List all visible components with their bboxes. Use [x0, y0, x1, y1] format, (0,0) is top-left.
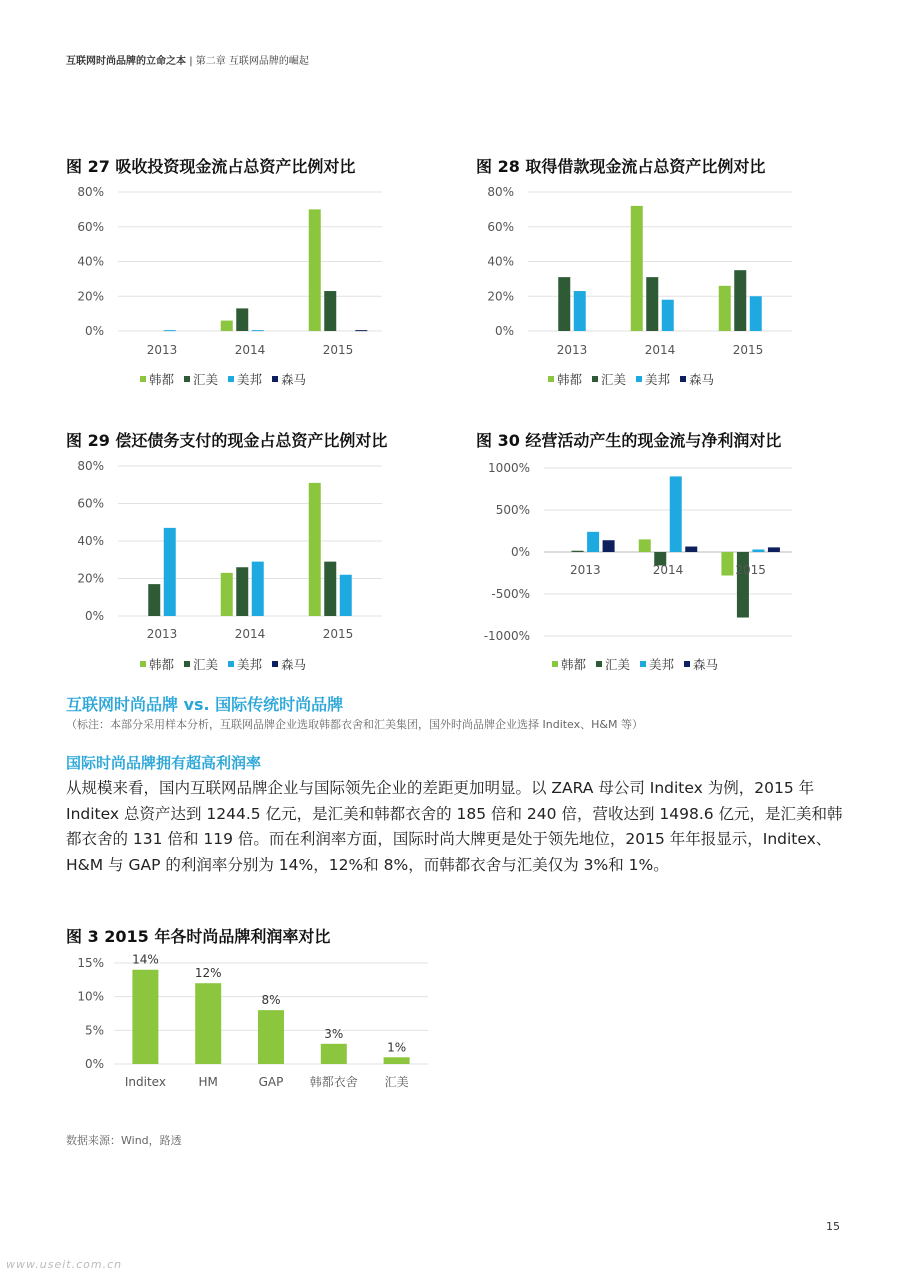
x-tick-label: 2015 — [322, 627, 354, 641]
bar-handu-2014 — [639, 539, 651, 552]
bar-huimei-2014 — [236, 567, 248, 616]
x-tick-label: 2014 — [234, 627, 266, 641]
bar-handu-2014 — [631, 206, 643, 331]
legend-item-huimei: 汇美 — [184, 655, 218, 673]
y-tick-label: 0% — [510, 545, 530, 559]
x-tick-label: Inditex — [124, 1075, 166, 1089]
x-tick-label: 2013 — [556, 343, 588, 357]
fig28-chart — [476, 182, 806, 362]
page-header — [66, 52, 309, 67]
x-tick-label: 2014 — [644, 343, 676, 357]
legend-item-handu: 韩都 — [548, 370, 582, 388]
y-tick-label: 40% — [77, 254, 104, 269]
bar-韩都衣舍 — [321, 1044, 347, 1064]
legend-item-meibang: 美邦 — [640, 655, 674, 673]
data-label: 8% — [261, 993, 281, 1008]
y-tick-label: 0% — [494, 324, 514, 338]
y-tick-label: 40% — [487, 254, 514, 269]
y-tick-label: 80% — [487, 185, 514, 199]
header-separator: | — [189, 56, 193, 67]
bar-huimei-2013 — [558, 277, 570, 331]
legend-item-huimei: 汇美 — [592, 370, 626, 388]
data-label: 12% — [194, 966, 222, 981]
legend-item-meibang: 美邦 — [228, 370, 262, 388]
header-doc-title: 互联网时尚品牌的立命之本 — [66, 56, 186, 67]
bar-senma-2013 — [603, 540, 615, 552]
y-tick-label: -500% — [491, 587, 530, 601]
legend-item-handu: 韩都 — [140, 370, 174, 388]
bar-huimei-2015 — [737, 552, 749, 618]
section-note: （标注：本部分采用样本分析，互联网品牌企业选取韩都衣舍和汇美集团，国外时尚品牌企业选择 Inditex、H&M 等） — [66, 718, 643, 731]
fig30-chart — [476, 456, 806, 646]
x-tick-label: 2013 — [570, 563, 601, 577]
bar-meibang-2014 — [662, 300, 674, 331]
y-tick-label: 20% — [77, 289, 104, 304]
data-source: 数据来源：Wind，路透 — [66, 1134, 182, 1147]
watermark: www.useit.com.cn — [6, 1258, 123, 1271]
y-tick-label: 0% — [84, 609, 104, 623]
fig27-legend — [140, 370, 312, 388]
fig29-title: 图 29 偿还债务支付的现金占总资产比例对比 — [66, 431, 388, 450]
bar-huimei-2013 — [572, 551, 584, 552]
bar-huimei-2015 — [734, 270, 746, 331]
y-tick-label: 20% — [77, 571, 104, 586]
x-tick-label: HM — [198, 1075, 218, 1089]
data-label: 14% — [132, 952, 159, 967]
bar-Inditex — [132, 970, 158, 1064]
bar-meibang-2013 — [164, 330, 176, 331]
bar-handu-2015 — [309, 209, 321, 331]
legend-item-senma: 森马 — [272, 655, 306, 673]
x-tick-label: 2014 — [652, 563, 684, 577]
y-tick-label: 1000% — [488, 461, 530, 475]
fig29-chart — [66, 456, 396, 646]
legend-item-handu: 韩都 — [552, 655, 586, 673]
y-tick-label: 10% — [77, 989, 104, 1004]
bar-handu-2015 — [719, 286, 731, 331]
y-tick-label: -1000% — [483, 629, 530, 643]
bar-meibang-2013 — [587, 532, 599, 552]
bar-huimei-2014 — [646, 277, 658, 331]
y-tick-label: 15% — [77, 956, 104, 970]
bar-senma-2014 — [685, 547, 697, 552]
bar-meibang-2014 — [252, 330, 264, 331]
bar-meibang-2014 — [252, 562, 264, 616]
bar-meibang-2013 — [574, 291, 586, 331]
bar-huimei-2015 — [324, 562, 336, 616]
fig29-legend — [140, 655, 312, 673]
legend-item-handu: 韩都 — [140, 655, 174, 673]
bar-GAP — [258, 1010, 284, 1064]
bar-meibang-2015 — [340, 575, 352, 616]
y-tick-label: 60% — [77, 219, 104, 234]
y-tick-label: 5% — [84, 1023, 104, 1038]
fig3-title: 图 3 2015 年各时尚品牌利润率对比 — [66, 927, 331, 946]
data-label: 3% — [324, 1026, 344, 1041]
x-tick-label: 2013 — [146, 343, 178, 357]
bar-handu-2014 — [221, 573, 233, 616]
bar-meibang-2013 — [164, 528, 176, 616]
data-label: 1% — [387, 1040, 407, 1055]
body-paragraph: 从规模来看，国内互联网品牌企业与国际领先企业的差距更加明显。以 ZARA 母公司 Inditex 为例，2015 年 Inditex 总资产达到 1244.5 亿元，是汇美和韩都衣舍的 185 倍和 240 倍，营收达到 1498.6 亿元，是汇美和韩都衣舍的 131 倍和 119 倍。而在利润率方面，国际时尚大牌更是处于领先地位，2015 年年报显示，Inditex、H&M 与 GAP 的利润率分别为 14%，12%和 8%，而韩都衣舍与汇美仅为 3%和 1%。 — [66, 779, 843, 874]
section-subtitle: 国际时尚品牌拥有超高利润率 — [66, 754, 262, 772]
fig3-chart — [66, 950, 436, 1100]
bar-senma-2015 — [355, 330, 367, 331]
bar-handu-2014 — [221, 321, 233, 331]
legend-item-senma: 森马 — [272, 370, 306, 388]
section-title: 互联网时尚品牌 vs. 国际传统时尚品牌 — [66, 695, 344, 714]
x-tick-label: 2013 — [146, 627, 178, 641]
header-chapter: 第二章 互联网品牌的崛起 — [195, 56, 309, 67]
x-tick-label: 2015 — [322, 343, 354, 357]
legend-item-senma: 森马 — [680, 370, 714, 388]
y-tick-label: 60% — [77, 496, 104, 511]
fig30-title: 图 30 经营活动产生的现金流与净利润对比 — [476, 431, 782, 450]
fig28-title: 图 28 取得借款现金流占总资产比例对比 — [476, 157, 766, 176]
x-tick-label: GAP — [258, 1075, 284, 1089]
x-tick-label: 韩都衣舍 — [309, 1075, 358, 1089]
page-number: 15 — [826, 1220, 840, 1233]
bar-senma-2015 — [768, 547, 780, 552]
fig27-title: 图 27 吸收投资现金流占总资产比例对比 — [66, 157, 356, 176]
y-tick-label: 80% — [77, 459, 104, 473]
bar-huimei-2013 — [148, 584, 160, 616]
bar-meibang-2015 — [752, 549, 764, 552]
x-tick-label: 2015 — [735, 563, 766, 577]
fig27-chart — [66, 182, 396, 362]
legend-item-huimei: 汇美 — [184, 370, 218, 388]
y-tick-label: 0% — [84, 1057, 104, 1071]
y-tick-label: 500% — [495, 503, 530, 517]
y-tick-label: 80% — [77, 185, 104, 199]
fig28-legend — [548, 370, 720, 388]
x-tick-label: 2015 — [732, 343, 764, 357]
legend-item-senma: 森马 — [684, 655, 718, 673]
legend-item-meibang: 美邦 — [228, 655, 262, 673]
bar-HM — [195, 983, 221, 1064]
legend-item-meibang: 美邦 — [636, 370, 670, 388]
bar-meibang-2014 — [670, 476, 682, 552]
bar-huimei-2014 — [236, 308, 248, 331]
bar-huimei-2015 — [324, 291, 336, 331]
y-tick-label: 20% — [487, 289, 514, 304]
fig30-legend — [552, 655, 724, 673]
y-tick-label: 60% — [487, 219, 514, 234]
y-tick-label: 0% — [84, 324, 104, 338]
bar-汇美 — [384, 1057, 410, 1064]
bar-handu-2015 — [721, 552, 733, 576]
bar-handu-2015 — [309, 483, 321, 616]
y-tick-label: 40% — [77, 534, 104, 548]
x-tick-label: 汇美 — [384, 1075, 409, 1089]
bar-meibang-2015 — [750, 296, 762, 331]
x-tick-label: 2014 — [234, 343, 266, 357]
legend-item-huimei: 汇美 — [596, 655, 630, 673]
